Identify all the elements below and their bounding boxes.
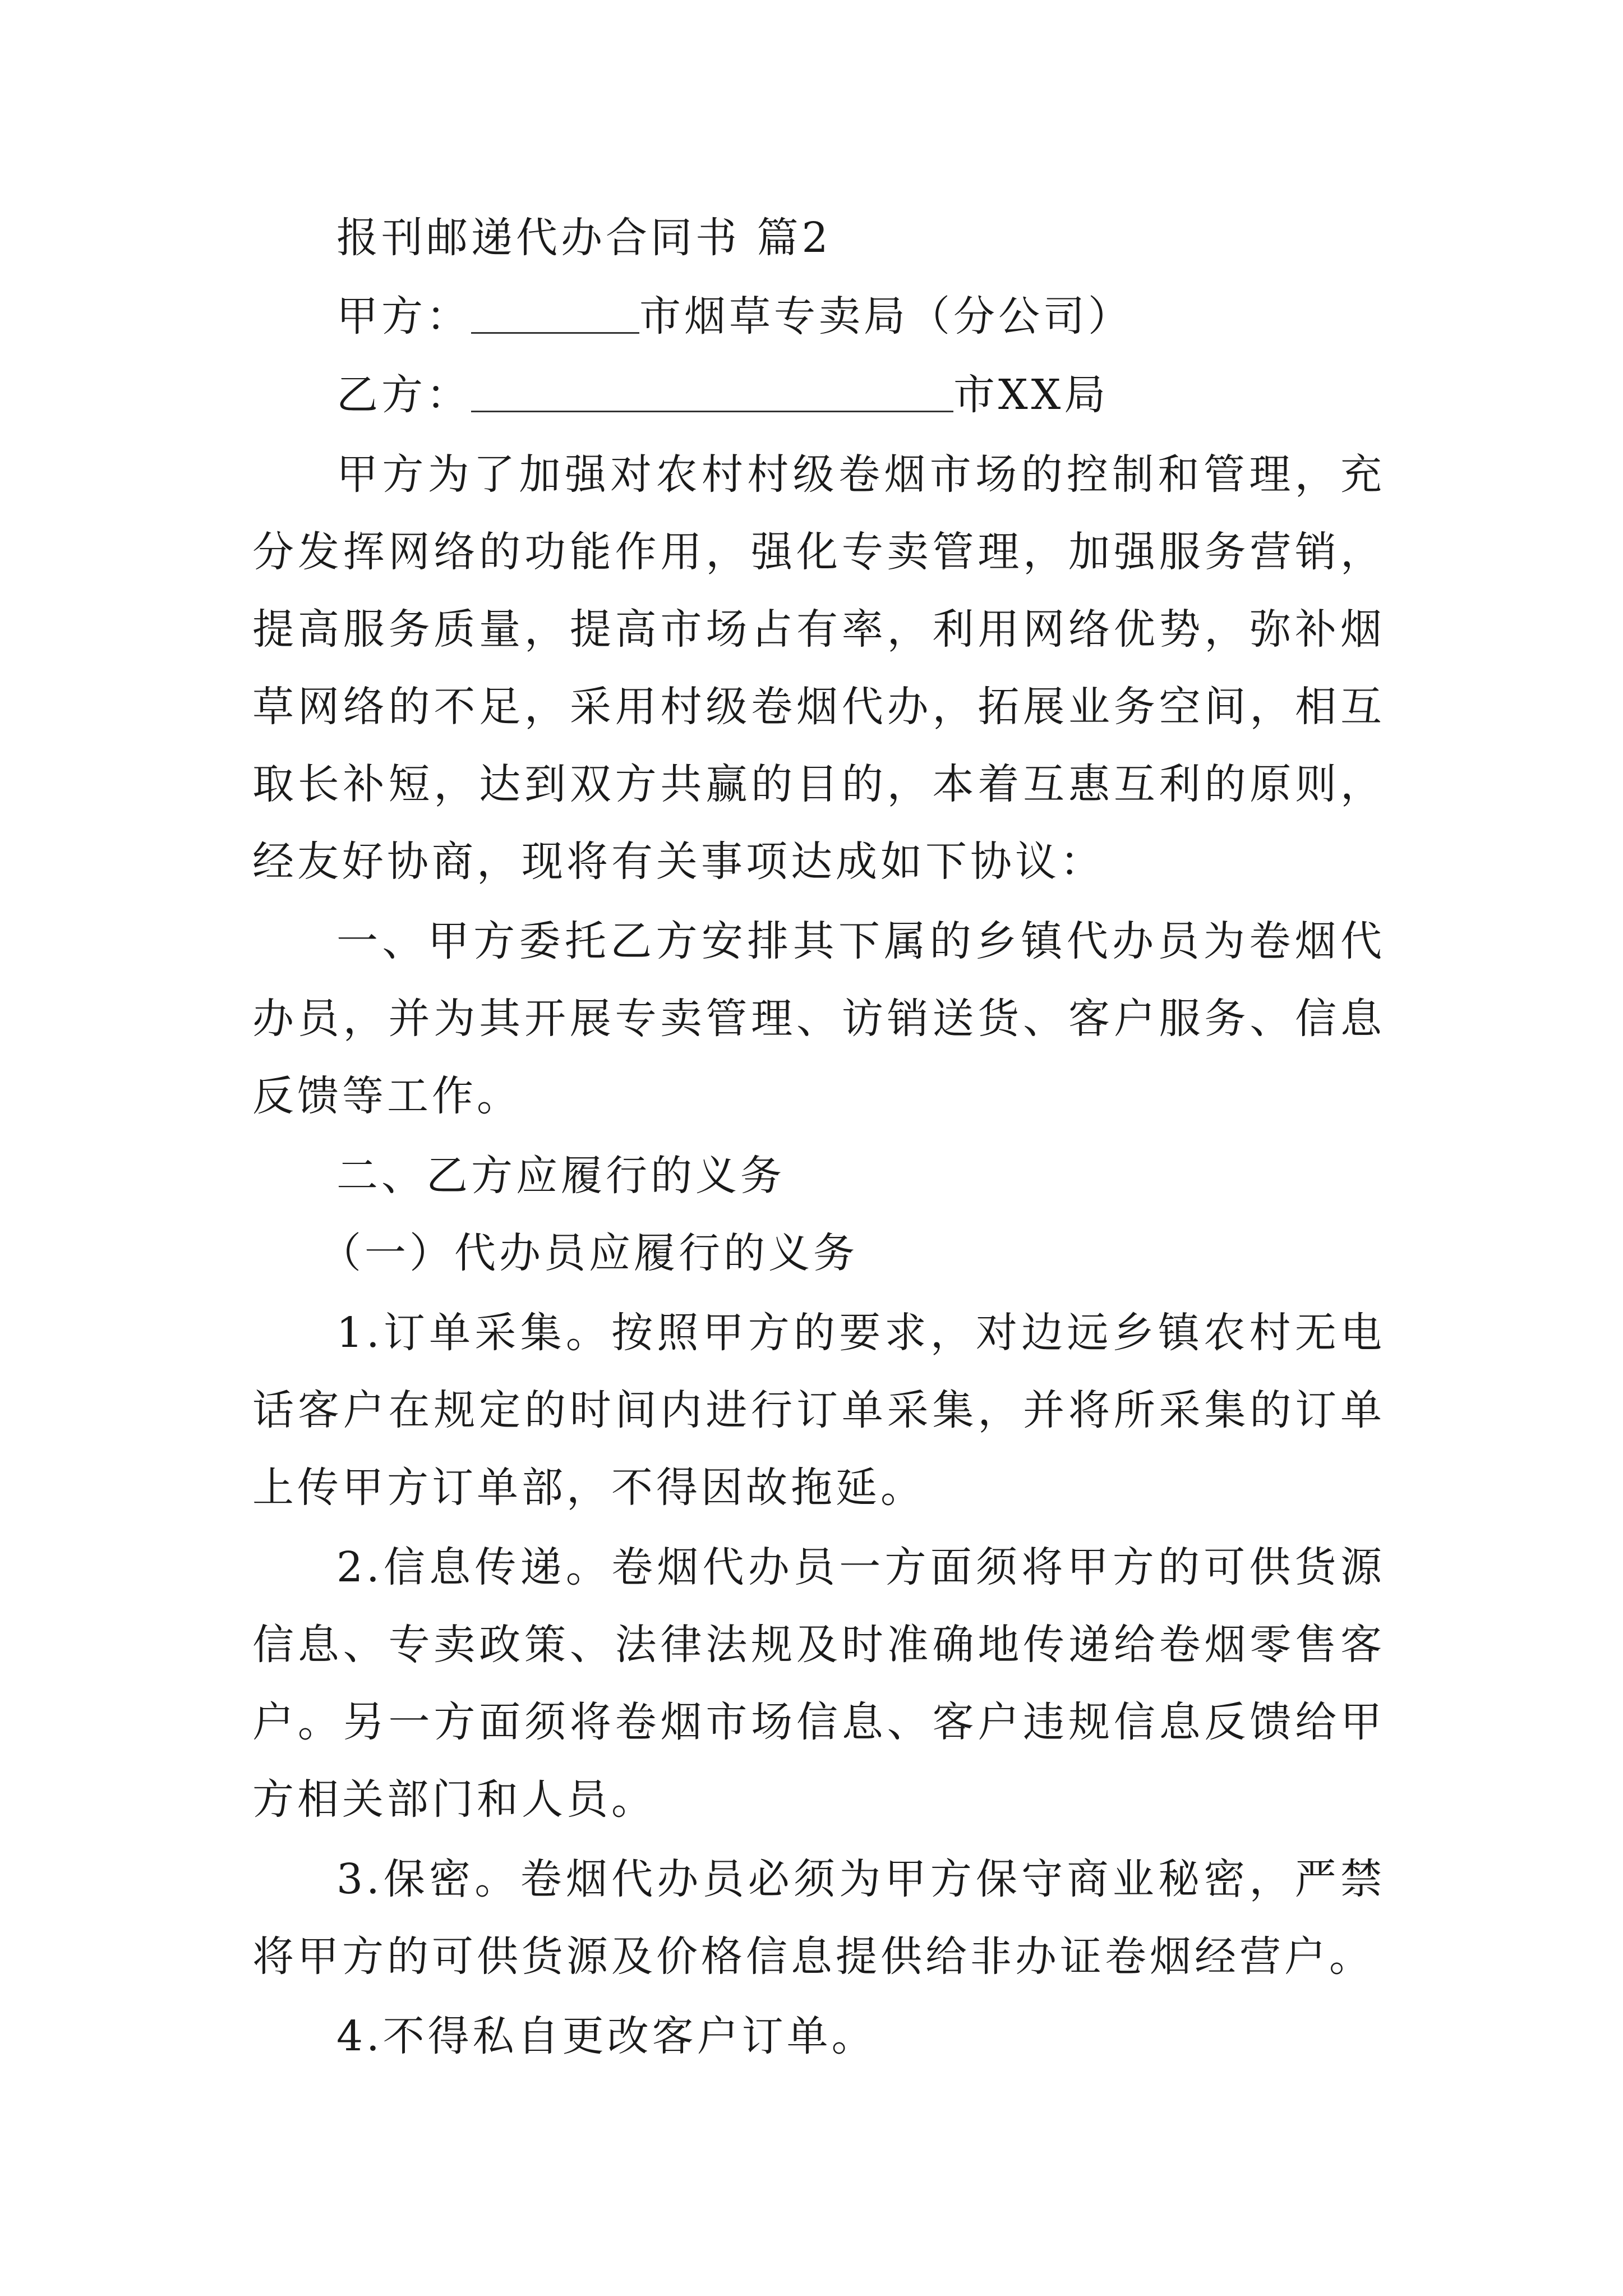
document-body (252, 199, 1385, 2075)
party-b-blank (471, 369, 953, 412)
heading-clause-2: 二、乙方应履行的义务 (336, 1152, 785, 1200)
party-b-suffix: 市XX局 (953, 371, 1109, 419)
party-a-label: 甲方： (336, 292, 471, 341)
paragraph-preamble: 甲方为了加强对农村村级卷烟市场的控制和管理，充分发挥网络的功能作用，强化专卖管理，加强服务营销，提高服务质量，提高市场占有率，利用网络优势，弥补烟草网络的不足，采用村级卷烟代办，拓展业务空间，相互取长补短，达到双方共赢的目的，本着互惠互利的原则，经友好协商，现将有关事项达成如下协议： (252, 450, 1385, 886)
paragraph-item-1: 1.订单采集。按照甲方的要求，对边远乡镇农村无电话客户在规定的时间内进行订单采集，并将所采集的订单上传甲方订单部，不得因故拖延。 (252, 1309, 1385, 1512)
paragraph-item-2: 2.信息传递。卷烟代办员一方面须将甲方的可供货源信息、专卖政策、法律法规及时准确地传递给卷烟零售客户。另一方面须将卷烟市场信息、客户违规信息反馈给甲方相关部门和人员。 (252, 1543, 1385, 1824)
party-b-label: 乙方： (336, 371, 471, 419)
party-b-line (252, 356, 1385, 434)
paragraph-item-3: 3.保密。卷烟代办员必须为甲方保守商业秘密，严禁将甲方的可供货源及价格信息提供给非办证卷烟经营户。 (252, 1855, 1385, 1981)
party-a-suffix: 市烟草专卖局（分公司） (639, 292, 1133, 341)
paragraph-item-4: 4.不得私自更改客户订单。 (336, 2012, 877, 2060)
document-title: 报刊邮递代办合同书 篇2 (336, 214, 832, 262)
heading-subclause-1: （一）代办员应履行的义务 (320, 1229, 858, 1277)
party-a-line (252, 278, 1385, 355)
party-a-blank (471, 291, 639, 334)
paragraph-clause-1: 一、甲方委托乙方安排其下属的乡镇代办员为卷烟代办员，并为其开展专卖管理、访销送货、客户服务、信息反馈等工作。 (252, 917, 1385, 1120)
